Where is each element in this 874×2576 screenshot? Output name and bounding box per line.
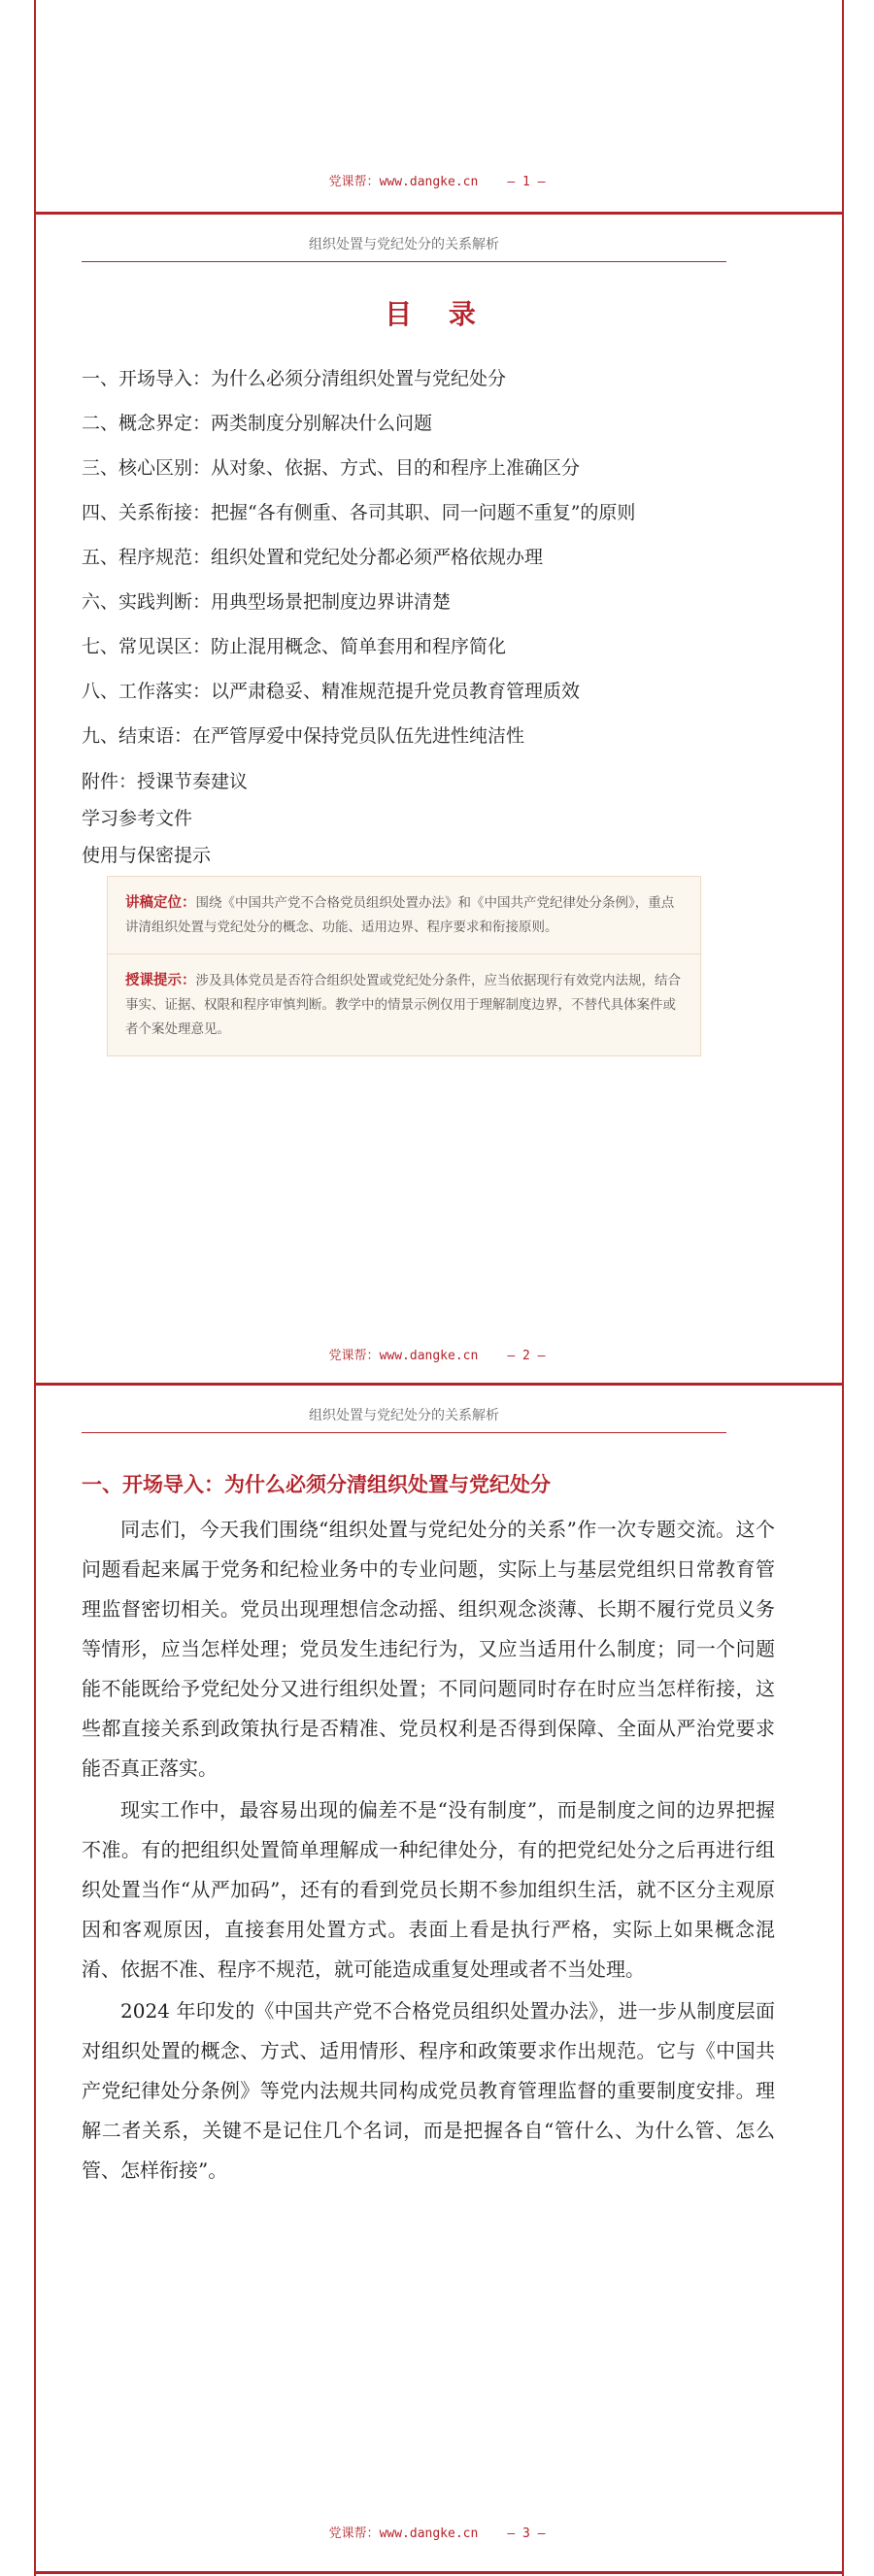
page-number: — 1 — <box>507 175 546 189</box>
page-number: — 3 — <box>507 2526 546 2541</box>
toc-item[interactable]: 一、开场导入：为什么必须分清组织处置与党纪处分 <box>82 368 507 389</box>
toc-item[interactable]: 五、程序规范：组织处置和党纪处分都必须严格依规办理 <box>82 547 544 568</box>
toc-item[interactable]: 三、核心区别：从对象、依据、方式、目的和程序上准确区分 <box>82 457 581 479</box>
note-text: 围绕《中国共产党不合格党员组织处置办法》和《中国共产党纪律处分条例》，重点讲清组织处置与党纪处分的概念、功能、适用边界、程序要求和衔接原则。 <box>125 895 675 935</box>
footer-url[interactable]: www.dangke.cn <box>379 2526 479 2541</box>
toc-item-references[interactable]: 学习参考文件 <box>82 808 193 829</box>
toc-title: 目 录 <box>385 298 489 330</box>
footer-brand: 党课帮： <box>328 2526 380 2541</box>
footer-brand: 党课帮： <box>328 1349 380 1363</box>
paragraph: 2024 年印发的《中国共产党不合格党员组织处置办法》，进一步从制度层面对组织处置的概念、方式、适用情形、程序和政策要求作出规范。它与《中国共产党纪律处分条例》等党内法规共同构成党员教育管理监督的重要制度安排。理解二者关系，关键不是记住几个名词，而是把握各自“管什么、为什么管、怎么管、怎样衔接”。 <box>82 1999 775 2182</box>
footer-url[interactable]: www.dangke.cn <box>379 1349 479 1363</box>
toc-item[interactable]: 八、工作落实：以严肃稳妥、精准规范提升党员教育管理质效 <box>82 681 581 702</box>
toc-item[interactable]: 六、实践判断：用典型场景把制度边界讲清楚 <box>82 591 452 613</box>
toc-item-attachment[interactable]: 附件：授课节奏建议 <box>82 771 249 792</box>
running-header: 组织处置与党纪处分的关系解析 <box>82 1405 726 1433</box>
note-label: 授课提示： <box>125 972 196 988</box>
page-number: — 2 — <box>507 1349 546 1363</box>
page-divider <box>34 2571 844 2574</box>
toc-item[interactable]: 九、结束语：在严管厚爱中保持党员队伍先进性纯洁性 <box>82 725 525 747</box>
paragraph: 同志们，今天我们围绕“组织处置与党纪处分的关系”作一次专题交流。这个问题看起来属于党务和纪检业务中的专业问题，实际上与基层党组织日常教育管理监督密切相关。党员出现理想信念动摇、组织观念淡薄、长期不履行党员义务等情形，应当怎样处理；党员发生违纪行为，又应当适用什么制度；同一个问题能不能既给予党纪处分又进行组织处置；不同问题同时存在时应当怎样衔接，这些都直接关系到政策执行是否精准、党员权利是否得到保障、全面从严治党要求能否真正落实。 <box>82 1518 775 1780</box>
note-text: 涉及具体党员是否符合组织处置或党纪处分条件，应当依据现行有效党内法规，结合事实、证据、权限和程序审慎判断。教学中的情景示例仅用于理解制度边界，不替代具体案件或者个案处理意见。 <box>125 973 681 1037</box>
note-teaching-tip <box>108 953 700 1055</box>
page-footer <box>0 2523 874 2541</box>
toc-item[interactable]: 四、关系衔接：把握“各有侧重、各司其职、同一问题不重复”的原则 <box>82 502 636 523</box>
paragraph: 现实工作中，最容易出现的偏差不是“没有制度”，而是制度之间的边界把握不准。有的把组织处置简单理解成一种纪律处分，有的把党纪处分之后再进行组织处置当作“从严加码”，还有的看到党员长期不参加组织生活，就不区分主观原因和客观原因，直接套用处置方式。表面上看是执行严格，实际上如果概念混淆、依据不准、程序不规范，就可能造成重复处理或者不当处理。 <box>82 1798 775 1981</box>
footer-brand: 党课帮： <box>328 175 380 189</box>
notes-box <box>107 876 701 1056</box>
toc-item-usage-notice[interactable]: 使用与保密提示 <box>82 845 212 866</box>
section-body <box>82 1510 775 2192</box>
footer-url[interactable]: www.dangke.cn <box>379 175 479 189</box>
section-title: 一、开场导入：为什么必须分清组织处置与党纪处分 <box>82 1473 551 1496</box>
toc-extras <box>82 763 248 874</box>
page-footer <box>0 171 874 189</box>
note-positioning <box>108 877 700 953</box>
running-header: 组织处置与党纪处分的关系解析 <box>82 234 726 262</box>
page-footer <box>0 1345 874 1363</box>
toc-item[interactable]: 二、概念界定：两类制度分别解决什么问题 <box>82 413 433 434</box>
toc-list <box>82 356 761 758</box>
note-label: 讲稿定位： <box>125 894 196 911</box>
toc-item[interactable]: 七、常见误区：防止混用概念、简单套用和程序简化 <box>82 636 507 657</box>
